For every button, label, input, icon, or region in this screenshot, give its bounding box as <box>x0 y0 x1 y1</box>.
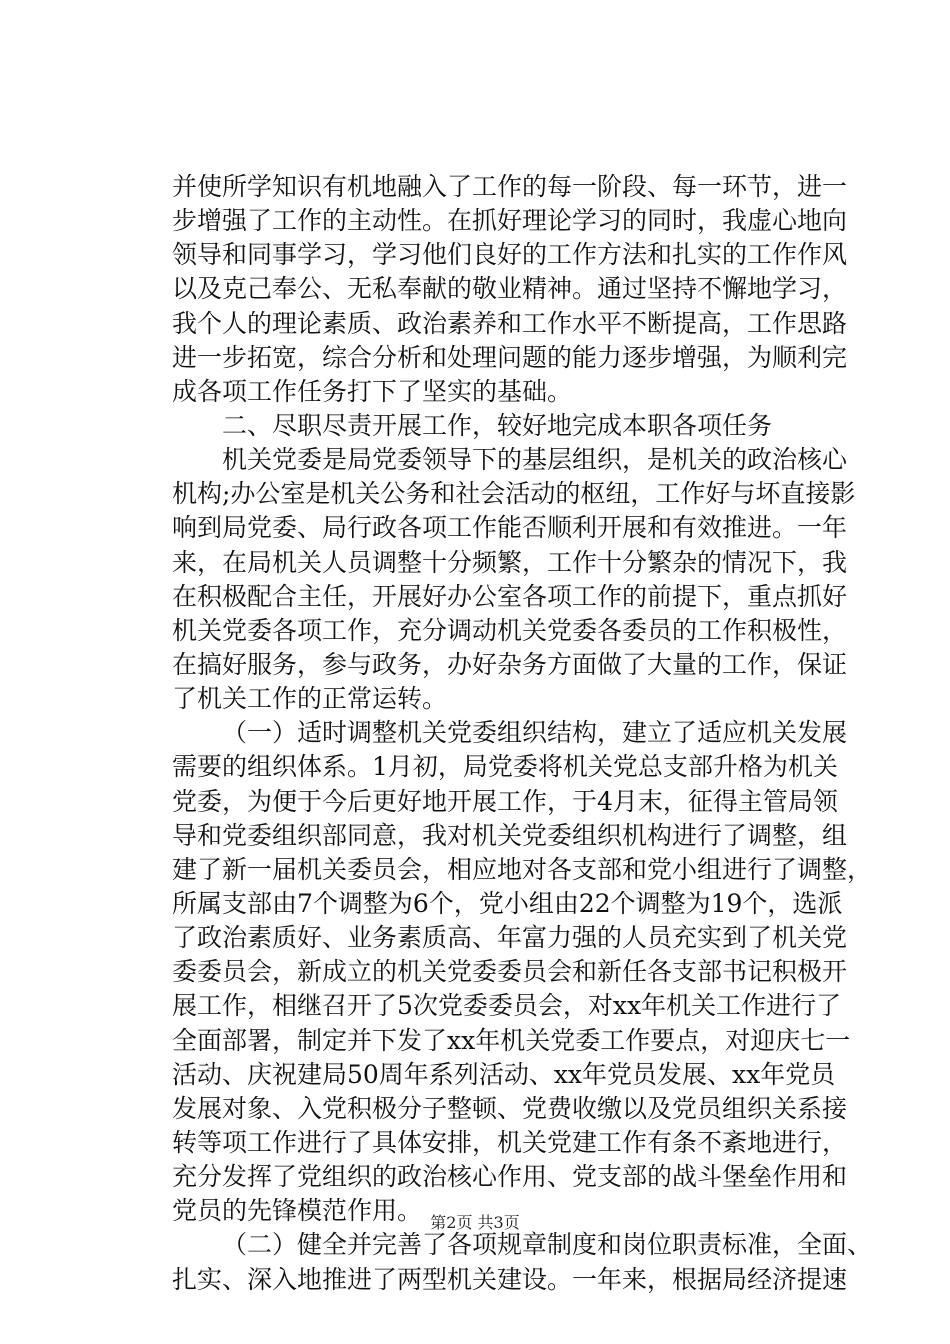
text-line: 全面部署，制定并下发了xx年机关党委工作要点，对迎庆七一 <box>172 1025 851 1055</box>
text-line: 机关党委各项工作，充分调动机关党委各委员的工作积极性， <box>172 615 848 645</box>
text-line: 导和党委组织部同意，我对机关党委组织机构进行了调整，组 <box>172 820 848 850</box>
text-line: 转等项工作进行了具体安排，机关党建工作有条不紊地进行， <box>172 1127 848 1157</box>
text-line: 发展对象、入党积极分子整顿、党费收缴以及党员组织关系接 <box>172 1093 848 1123</box>
text-line: 党员的先锋模范作用。 <box>172 1196 423 1226</box>
text-line: 展工作，相继召开了5次党委委员会，对xx年机关工作进行了 <box>172 991 842 1021</box>
text-line: 成各项工作任务打下了坚实的基础。 <box>172 376 573 406</box>
text-line: 机构;办公室是机关公务和社会活动的枢纽，工作好与坏直接影 <box>172 479 856 509</box>
text-line: 响到局党委、局行政各项工作能否顺利开展和有效推进。一年 <box>172 513 848 543</box>
text-line: 委委员会，新成立的机关党委委员会和新任各支部书记积极开 <box>172 957 848 987</box>
text-line: 以及克己奉公、无私奉献的敬业精神。通过坚持不懈地学习， <box>172 274 848 304</box>
text-line: 二、尽职尽责开展工作，较好地完成本职各项任务 <box>222 410 773 440</box>
text-line: 领导和同事学习，学习他们良好的工作方法和扎实的工作作风 <box>172 240 848 270</box>
text-line: 并使所学知识有机地融入了工作的每一阶段、每一环节，进一 <box>172 172 848 201</box>
text-line: 在搞好服务，参与政务，办好杂务方面做了大量的工作，保证 <box>172 649 848 679</box>
text-line: 需要的组织体系。1月初，局党委将机关党总支部升格为机关 <box>172 752 838 782</box>
text-line: 活动、庆祝建局50周年系列活动、xx年党员发展、xx年党员 <box>172 1059 836 1089</box>
text-line: （一）适时调整机关党委组织结构，建立了适应机关发展 <box>222 718 848 748</box>
text-line: 充分发挥了党组织的政治核心作用、党支部的战斗堡垒作用和 <box>172 1162 848 1192</box>
text-line: 建了新一届机关委员会，相应地对各支部和党小组进行了调整， <box>172 854 873 884</box>
text-line: 在积极配合主任，开展好办公室各项工作的前提下，重点抓好 <box>172 581 848 611</box>
text-line: 我个人的理论素质、政治素养和工作水平不断提高，工作思路 <box>172 308 848 338</box>
text-line: 步增强了工作的主动性。在抓好理论学习的同时，我虚心地向 <box>172 206 848 236</box>
text-line: 进一步拓宽，综合分析和处理问题的能力逐步增强，为顺利完 <box>172 342 848 372</box>
document-body <box>172 170 873 1297</box>
text-line: 来，在局机关人员调整十分频繁，工作十分繁杂的情况下，我 <box>172 547 848 577</box>
text-line: 党委，为便于今后更好地开展工作，于4月末，征得主管局领 <box>172 786 838 816</box>
text-line: 扎实、深入地推进了两型机关建设。一年来，根据局经济提速 <box>172 1264 848 1294</box>
text-line: 了政治素质好、业务素质高、年富力强的人员充实到了机关党 <box>172 923 848 953</box>
text-line: 所属支部由7个调整为6个，党小组由22个调整为19个，选派 <box>172 888 843 918</box>
text-line: （二）健全并完善了各项规章制度和岗位职责标准，全面、 <box>222 1230 873 1260</box>
text-line: 机关党委是局党委领导下的基层组织，是机关的政治核心 <box>222 445 848 475</box>
page-footer: 第2页 共3页 <box>430 1213 520 1232</box>
text-line: 了机关工作的正常运转。 <box>172 684 448 714</box>
